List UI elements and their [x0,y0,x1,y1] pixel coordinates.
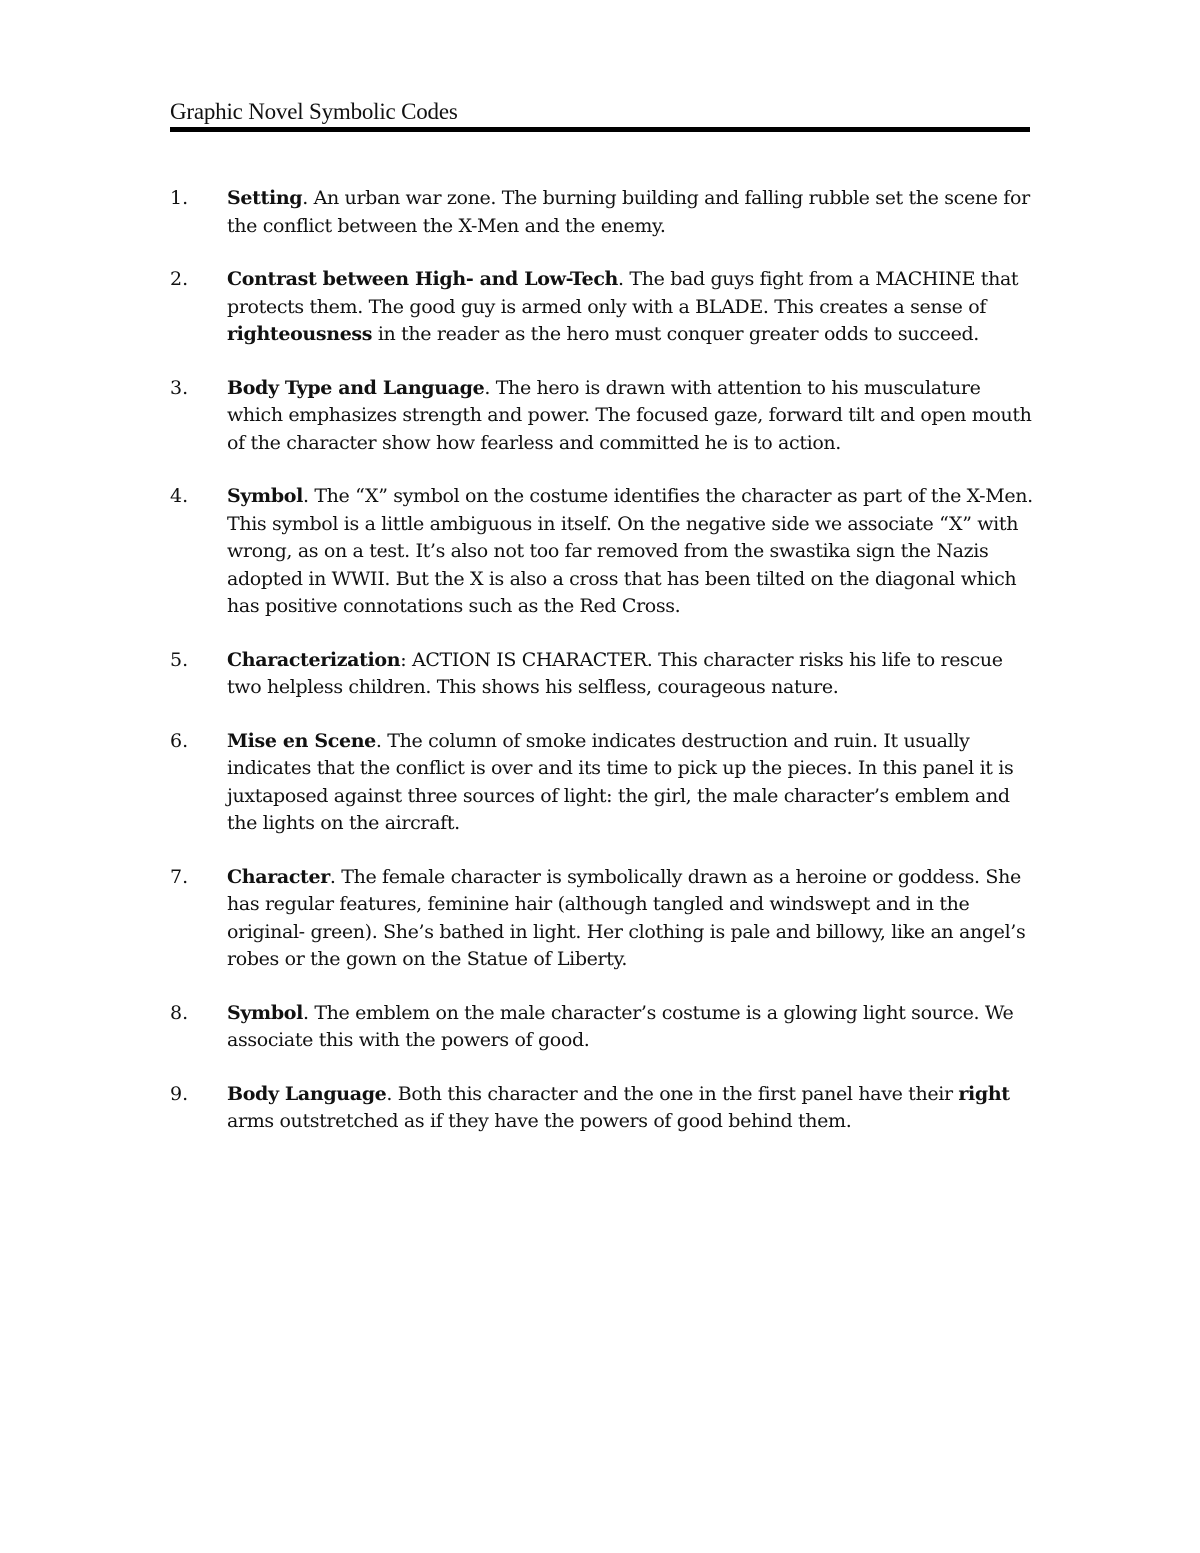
numbered-list [170,185,1040,1162]
list-item-text-continued: in the reader as the hero must conquer greater odds to succeed. [372,323,979,345]
list-item-body [227,1081,1033,1136]
list-item-text: . The emblem on the male character’s costume is a glowing light source. We associate this with the powers of good. [227,1001,1014,1051]
list-item-characterization [170,647,1040,702]
list-item-lead: Contrast between High- and Low-Tech [227,268,619,290]
list-item-number: 9. [170,1082,189,1105]
list-item-text: . The bad guys fight from a MACHINE that protects them. The good guy is armed only with a BLADE. This creates a sense of [227,268,1019,318]
list-item-number: 2. [170,268,189,290]
list-item-number: 5. [170,648,189,671]
list-item-number: 1. [170,187,189,209]
list-item-lead: Symbol [227,485,303,507]
list-item-emphasis: righteousness [227,323,373,345]
list-item-lead: Body Type and Language [227,376,485,399]
list-item-text: . Both this character and the one in the first panel have their [386,1082,959,1105]
list-item-text: . The column of smoke indicates destruction and ruin. It usually indicates that the conflict is over and its time to pick up the pieces. In this panel it is juxtaposed against three sources of light: the girl, the male character’s emblem and the lights on the aircraft. [227,729,1014,834]
list-item-number: 8. [170,1001,189,1024]
list-item-mise-en-scene [170,728,1040,838]
list-item-lead: Setting [227,187,303,209]
list-item-symbol-emblem [170,1000,1040,1055]
list-item-number: 4. [170,485,189,507]
list-item-text-continued: arms outstretched as if they have the powers of good behind them. [227,1110,852,1132]
list-item-lead: Character [227,865,330,888]
list-item-lead: Characterization [227,648,401,671]
list-item-symbol-x [170,483,1040,621]
list-item-body [227,647,1033,702]
list-item-contrast [170,266,1040,349]
document-header [170,98,1030,132]
list-item-number: 6. [170,729,189,752]
list-item-number: 7. [170,865,189,888]
list-item-body [227,266,1033,349]
list-item-emphasis: right [958,1082,1010,1105]
list-item-body [227,185,1033,240]
list-item-body [227,483,1033,621]
title-underline-rule [170,127,1030,132]
list-item-text: . The hero is drawn with attention to his musculature which emphasizes strength and power. The focused gaze, forward tilt and open mouth of the character show how fearless and committed he is to action. [227,376,1032,454]
list-item-body [227,375,1033,458]
list-item-setting [170,185,1040,240]
list-item-lead: Body Language [227,1082,387,1105]
list-item-body-type [170,375,1040,458]
list-item-text: : ACTION IS CHARACTER. This character risks his life to rescue two helpless children. This shows his selfless, courageous nature. [227,648,1003,698]
list-item-lead: Mise en Scene [227,729,376,752]
list-item-body-language [170,1081,1040,1136]
list-item-body [227,1000,1033,1055]
list-item-text: . The “X” symbol on the costume identifies the character as part of the X-Men. This symbol is a little ambiguous in itself. On the negative side we associate “X” with wrong, as on a test. It’s also not too far removed from the swastika sign the Nazis adopted in WWII. But the X is also a cross that has been tilted on the diagonal which has positive connotations such as the Red Cross. [227,485,1033,617]
list-item-number: 3. [170,376,189,399]
list-item-character [170,864,1040,974]
list-item-body [227,728,1033,838]
list-item-body [227,864,1033,974]
list-item-text: . An urban war zone. The burning building and falling rubble set the scene for the conflict between the X-Men and the enemy. [227,187,1030,237]
list-item-text: . The female character is symbolically drawn as a heroine or goddess. She has regular features, feminine hair (although tangled and windswept and in the original- green). She’s bathed in light. Her clothing is pale and billowy, like an angel’s robes or the gown on the Statue of Liberty. [227,865,1026,970]
list-item-lead: Symbol [227,1001,303,1024]
document-title: Graphic Novel Symbolic Codes [170,99,458,124]
